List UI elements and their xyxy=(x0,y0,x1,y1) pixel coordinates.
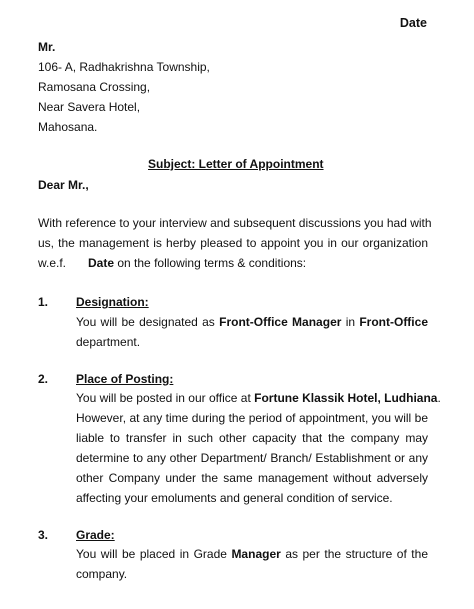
section-1-number: 1. xyxy=(38,295,49,309)
section-2-text: You will be posted in our office at xyxy=(76,391,255,405)
section-2-line-4: determine to any other Department/ Branch/ Establishment or any xyxy=(76,451,428,465)
section-2-period: . xyxy=(437,391,441,405)
section-1-text: You will be designated as xyxy=(76,315,220,329)
section-2-number: 2. xyxy=(38,372,49,386)
subject-line: Subject: Letter of Appointment xyxy=(148,157,324,171)
intro-line-3-rest: on the following terms & conditions: xyxy=(114,256,307,270)
section-2-body xyxy=(76,388,441,508)
address-line-2: Ramosana Crossing, xyxy=(38,80,151,94)
section-3-body xyxy=(76,544,428,584)
section-1-body xyxy=(76,312,428,352)
section-2-line-1 xyxy=(76,388,441,408)
section-3-line-2: company. xyxy=(76,567,128,581)
intro-line-3 xyxy=(38,253,428,273)
intro-paragraph xyxy=(38,213,432,273)
section-1-heading: Designation: xyxy=(76,295,149,309)
wef-text: w.e.f. xyxy=(38,256,67,270)
section-2-heading: Place of Posting: xyxy=(76,372,174,386)
posting-location: Fortune Klassik Hotel, Ludhiana xyxy=(254,391,438,405)
section-1-mid: in xyxy=(341,315,360,329)
address-line-3: Near Savera Hotel, xyxy=(38,100,141,114)
section-3-rest: as per the structure of the xyxy=(280,547,428,561)
addressee-name: Mr. xyxy=(38,40,56,54)
greeting: Dear Mr., xyxy=(38,178,89,192)
section-2-line-2: However, at any time during the period of appointment, you will be xyxy=(76,411,428,425)
section-2-line-6: affecting your emoluments and general condition of service. xyxy=(76,491,393,505)
date-label: Date xyxy=(399,16,427,30)
section-3-heading: Grade: xyxy=(76,528,115,542)
section-3-line-1 xyxy=(76,544,428,564)
grade-value: Manager xyxy=(231,547,281,561)
section-2-line-5: other Company under the same management without adversely xyxy=(76,471,428,485)
department-value: Front-Office xyxy=(359,315,428,329)
intro-line-1: With reference to your interview and subsequent discussions you had with xyxy=(38,216,432,230)
section-3-number: 3. xyxy=(38,528,49,542)
section-1-line-2: department. xyxy=(76,335,141,349)
designation-value: Front-Office Manager xyxy=(219,315,342,329)
address-line-4: Mahosana. xyxy=(38,120,98,134)
intro-line-2: us, the management is herby pleased to appoint you in our organization xyxy=(38,236,428,250)
section-3-text: You will be placed in Grade xyxy=(76,547,232,561)
address-line-1: 106- A, Radhakrishna Township, xyxy=(38,60,210,74)
date-placeholder: Date xyxy=(88,256,115,270)
section-1-line-1 xyxy=(76,312,428,332)
section-2-line-3: liable to transfer in such other capacity that the company may xyxy=(76,431,428,445)
